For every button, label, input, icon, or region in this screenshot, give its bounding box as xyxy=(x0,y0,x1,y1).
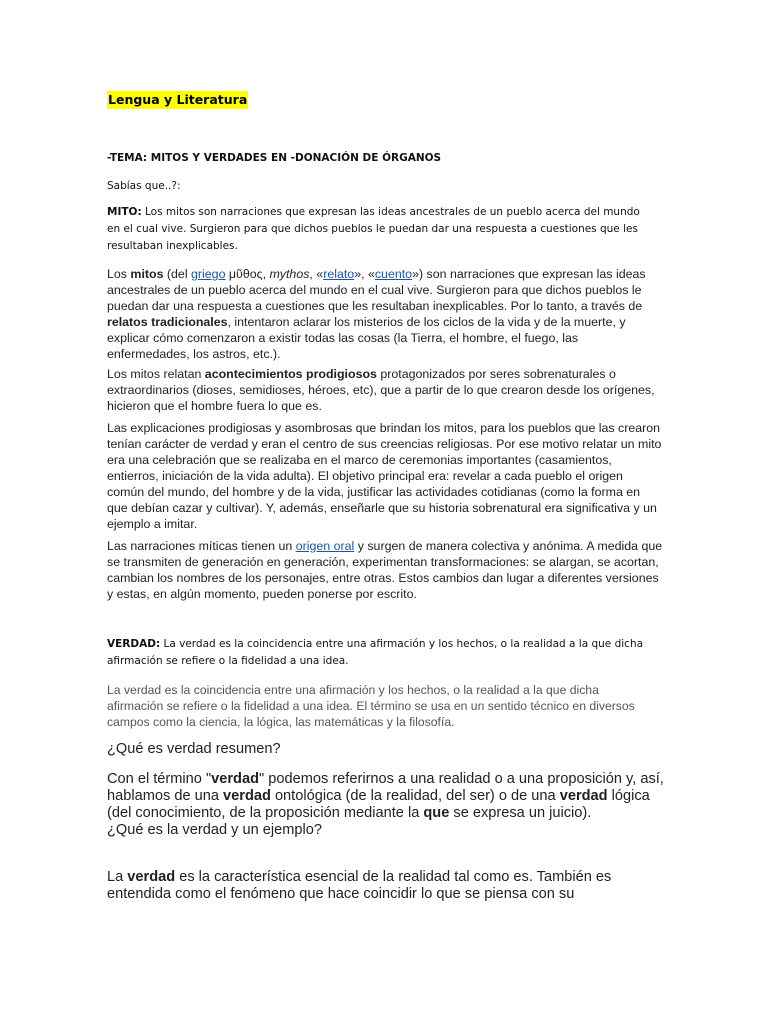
link-origen-oral[interactable]: origen oral xyxy=(295,539,355,553)
text-run: Los xyxy=(107,267,131,281)
bold-term: verdad xyxy=(559,788,608,804)
text-run: , intentaron aclarar los misterios de los ciclos de la vida y de la muerte, y explicar cómo comenzaron a existir todas las cosas (la Tierra, el hombre, el fuego, las enfermedades, los astros, etc.). xyxy=(107,315,626,361)
mito-definition xyxy=(107,204,655,255)
text-run: La xyxy=(107,869,128,885)
mito-label: MITO: xyxy=(107,206,142,218)
topic-heading: -TEMA: MITOS Y VERDADES EN -DONACIÓN DE ÓRGANOS xyxy=(107,152,442,164)
verdad-label: VERDAD: xyxy=(107,638,161,650)
verdad-definition xyxy=(107,636,647,670)
text-run: se expresa un juicio). xyxy=(449,805,592,821)
mito-definition-text: Los mitos son narraciones que expresan las ideas ancestrales de un pueblo acerca del mundo en el cual vive. Surgieron para que dichos pueblos le puedan dar una respuesta a cuestiones que les resultaban inexplicables. xyxy=(107,206,640,252)
text-run: μῦθος, xyxy=(225,267,270,281)
paragraph-explicaciones: Las explicaciones prodigiosas y asombrosas que brindan los mitos, para los pueblos que las crearon tenían carácter de verdad y eran el centro de sus creencias religiosas. Por ese motivo relatar un mito era una celebración que se realizaba en el marco de ceremonias importantes (casamientos, entierros, iniciación de la vida adulta). El objetivo principal era: revelar a cada pueblo el origen común del mundo, del hombre y de la vida, justificar las actividades cotidianas (como la forma en que debían cazar y cultivar). Y, además, enseñarle que su historia sobrenatural era significativa y un ejemplo a imitar. xyxy=(107,421,662,531)
text-run: lógica (del conocimiento, de la proposición mediante la xyxy=(107,788,650,821)
link-griego[interactable]: griego xyxy=(191,267,226,281)
paragraph-verdad-caracteristica xyxy=(107,869,667,903)
text-run: (del xyxy=(163,267,192,281)
text-run: », « xyxy=(354,267,375,281)
bold-term: que xyxy=(423,805,450,821)
bold-term: relatos tradicionales xyxy=(107,315,228,329)
text-run: Con el término " xyxy=(107,771,212,787)
sabias-que-label: Sabías que..?: xyxy=(107,180,181,192)
italic-term: mythos xyxy=(269,267,310,281)
bold-term: mitos xyxy=(130,267,164,281)
verdad-definition-text: La verdad es la coincidencia entre una afirmación y los hechos, o la realidad a la que dicha afirmación se refiere o la fidelidad a una idea. xyxy=(107,638,644,667)
question-verdad-resumen: ¿Qué es verdad resumen? xyxy=(107,741,281,757)
text-run: " podemos referirnos a una realidad o a una proposición y, así, hablamos de una xyxy=(107,771,664,804)
text-run: es la característica esencial de la realidad tal como es. También es entendida como el fenómeno que hace coincidir lo que se piensa con su xyxy=(107,869,612,902)
bold-term: verdad xyxy=(211,771,259,787)
bold-term: verdad xyxy=(127,869,176,885)
question-verdad-ejemplo: ¿Qué es la verdad y un ejemplo? xyxy=(107,822,322,838)
text-run: ») son narraciones que expresan las ideas ancestrales de un pueblo acerca del mundo en el cual vive. Surgieron para que dichos pueblos le puedan dar una respuesta a cuestiones que les resultaban inexplicables. Por lo tanto, a través de xyxy=(107,267,646,313)
paragraph-verdad-gray: La verdad es la coincidencia entre una afirmación y los hechos, o la realidad a la que dicha afirmación se refiere o la fidelidad a una idea. El término se usa en un sentido técnico en diversos campos como la ciencia, la lógica, las matemáticas y la filosofía. xyxy=(107,683,635,729)
text-run: protagonizados por seres sobrenaturales o extraordinarios (dioses, semidioses, héroes, etc), que a partir de lo que crearon desde los orígenes, hicieron que el hombre fuera lo que es. xyxy=(107,367,655,413)
paragraph-acontecimientos xyxy=(107,366,663,414)
text-run: ontológica (de la realidad, del ser) o de una xyxy=(270,788,560,804)
paragraph-verdad-termino xyxy=(107,771,667,839)
text-run: , « xyxy=(309,267,324,281)
bold-term: verdad xyxy=(223,788,271,804)
text-run: y surgen de manera colectiva y anónima. A medida que se transmiten de generación en generación, experimentan transformaciones: se alargan, se acortan, cambian los nombres de los personajes, entre otras. Estos cambios dan lugar a diferentes versiones y estas, en algún momento, pueden ponerse por escrito. xyxy=(107,539,663,601)
text-run: Las narraciones míticas tienen un xyxy=(107,539,296,553)
document-title: Lengua y Literatura xyxy=(108,92,248,107)
text-run: Los mitos relatan xyxy=(107,367,205,381)
link-relato[interactable]: relato xyxy=(323,267,355,281)
paragraph-narraciones xyxy=(107,538,663,602)
bold-term: acontecimientos prodigiosos xyxy=(204,367,377,381)
link-cuento[interactable]: cuento xyxy=(374,267,413,281)
paragraph-mitos-intro xyxy=(107,266,663,362)
